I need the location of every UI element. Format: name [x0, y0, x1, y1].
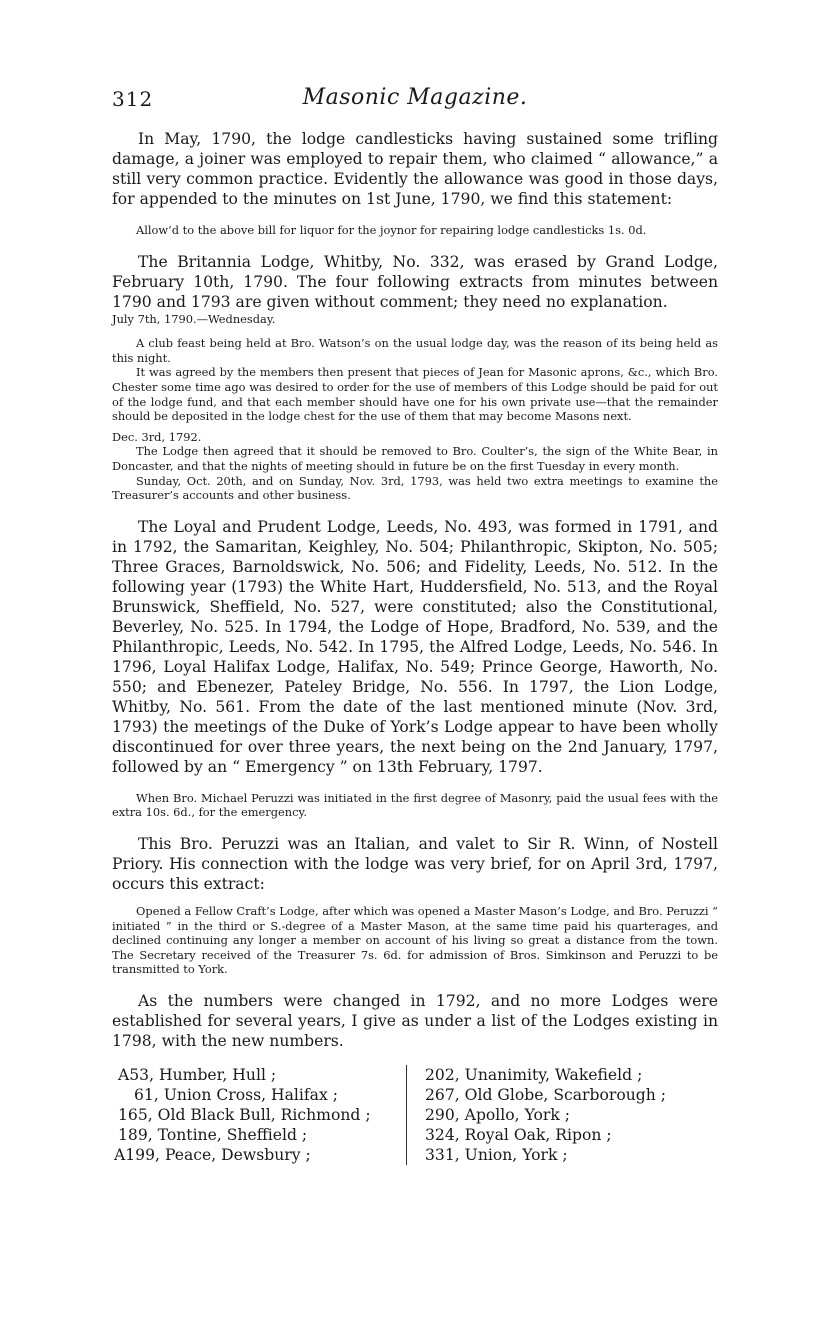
lodge-entry: 331, Union, York ; — [425, 1145, 568, 1164]
running-title: Masonic Magazine. — [302, 85, 528, 110]
quote-masonic-aprons: It was agreed by the members then present that pieces of Jean for Masonic aprons, &c., which Bro. Chester some time ago was desired to order for the use of members of this Lodge should be paid for out of the lodge fund, and that each member should have one for his own private use—that the remainder should be deposited in the lodge chest for the use of them that may become Masons next. — [112, 365, 718, 424]
paragraph-lodge-list-intro: As the numbers were changed in 1792, and no more Lodges were established for several years, I give as under a list of the Lodges existing in 1798, with the new numbers. — [112, 991, 718, 1050]
paragraph-britannia-lodge: The Britannia Lodge, Whitby, No. 332, was erased by Grand Lodge, February 10th, 1790. The four following extracts from minutes between 1790 and 1793 are given without comment; they need no explanation. — [112, 252, 718, 311]
dateline-july-1790: July 7th, 1790.—Wednesday. — [112, 311, 276, 326]
page-number: 312 — [112, 87, 154, 111]
quote-extra-meetings: Sunday, Oct. 20th, and on Sunday, Nov. 3rd, 1793, was held two extra meetings to examine the Treasurer’s accounts and other business. — [112, 473, 718, 503]
lodge-entry: 189, Tontine, Sheffield ; — [118, 1125, 308, 1144]
lodge-entry: 202, Unanimity, Wakefield ; — [425, 1065, 643, 1084]
lodge-entry: 165, Old Black Bull, Richmond ; — [118, 1105, 371, 1124]
lodge-entry: 267, Old Globe, Scarborough ; — [425, 1085, 667, 1104]
lodge-entry: A199, Peace, Dewsbury ; — [114, 1145, 311, 1164]
lodge-entry: 324, Royal Oak, Ripon ; — [425, 1125, 612, 1144]
lodge-list — [112, 1065, 718, 1165]
quote-fellow-crafts-lodge: Opened a Fellow Craft’s Lodge, after which was opened a Master Mason’s Lodge, and Bro. Peruzzi “ initiated ” in the third or S.-degree of a Master Mason, at the same time paid his quarterages, and declined continuing any longer a member on account of his living so great a distance from the town. The Secretary received of the Treasurer 7s. 6d. for admission of Bros. Simkinson and Peruzzi to be transmitted to York. — [112, 903, 718, 977]
quote-peruzzi-initiated: When Bro. Michael Peruzzi was initiated in the first degree of Masonry, paid the usual fees with the extra 10s. 6d., for the emergency. — [112, 790, 718, 820]
lodge-list-right-column — [406, 1065, 717, 1165]
lodge-entry: 290, Apollo, York ; — [425, 1105, 571, 1124]
lodge-entry: A53, Humber, Hull ; — [118, 1065, 277, 1084]
quote-lodge-removed: The Lodge then agreed that it should be removed to Bro. Coulter’s, the sign of the White Bear, in Doncaster, and that the nights of meeting should in future be on the first Tuesday in every month. — [112, 444, 718, 473]
lodge-list-left-column — [112, 1065, 406, 1165]
quote-club-feast: A club feast being held at Bro. Watson’s on the usual lodge day, was the reason of its being held as this night. — [112, 336, 718, 365]
page-header — [112, 85, 718, 115]
paragraph-candlesticks: In May, 1790, the lodge candlesticks having sustained some trifling damage, a joiner was employed to repair them, who claimed “ allowance,” a still very common practice. Evidently the allowance was good in those days, for appended to the minutes on 1st June, 1790, we find this statement: — [112, 130, 718, 208]
document-page — [112, 85, 718, 1165]
dateline-dec-1792: Dec. 3rd, 1792. — [112, 429, 202, 444]
paragraph-lodges-formed: The Loyal and Prudent Lodge, Leeds, No. 493, was formed in 1791, and in 1792, the Samaritan, Keighley, No. 504; Philanthropic, Skipton, No. 505; Three Graces, Barnoldswick, No. 506; and Fidelity, Leeds, No. 512. In the following year (1793) the White Hart, Huddersfield, No. 513, and the Royal Brunswick, Sheffield, No. 527, were constituted; also the Constitutional, Beverley, No. 525. In 1794, the Lodge of Hope, Bradford, No. 539, and the Philanthropic, Leeds, No. 542. In 1795, the Alfred Lodge, Leeds, No. 546. In 1796, Loyal Halifax Lodge, Halifax, No. 549; Prince George, Haworth, No. 550; and Ebenezer, Pateley Bridge, No. 556. In 1797, the Lion Lodge, Whitby, No. 561. From the date of the last mentioned minute (Nov. 3rd, 1793) the meetings of the Duke of York’s Lodge appear to have been wholly discontinued for over three years, the next being on the 2nd January, 1797, followed by an “ Emergency ” on 13th February, 1797. — [112, 517, 718, 776]
paragraph-peruzzi: This Bro. Peruzzi was an Italian, and valet to Sir R. Winn, of Nostell Priory. His connection with the lodge was very brief, for on April 3rd, 1797, occurs this extract: — [112, 834, 718, 893]
quote-allowance: Allow’d to the above bill for liquor for the joynor for repairing lodge candlesticks 1s. 0d. — [136, 223, 647, 237]
lodge-entry: 61, Union Cross, Halifax ; — [134, 1085, 338, 1104]
